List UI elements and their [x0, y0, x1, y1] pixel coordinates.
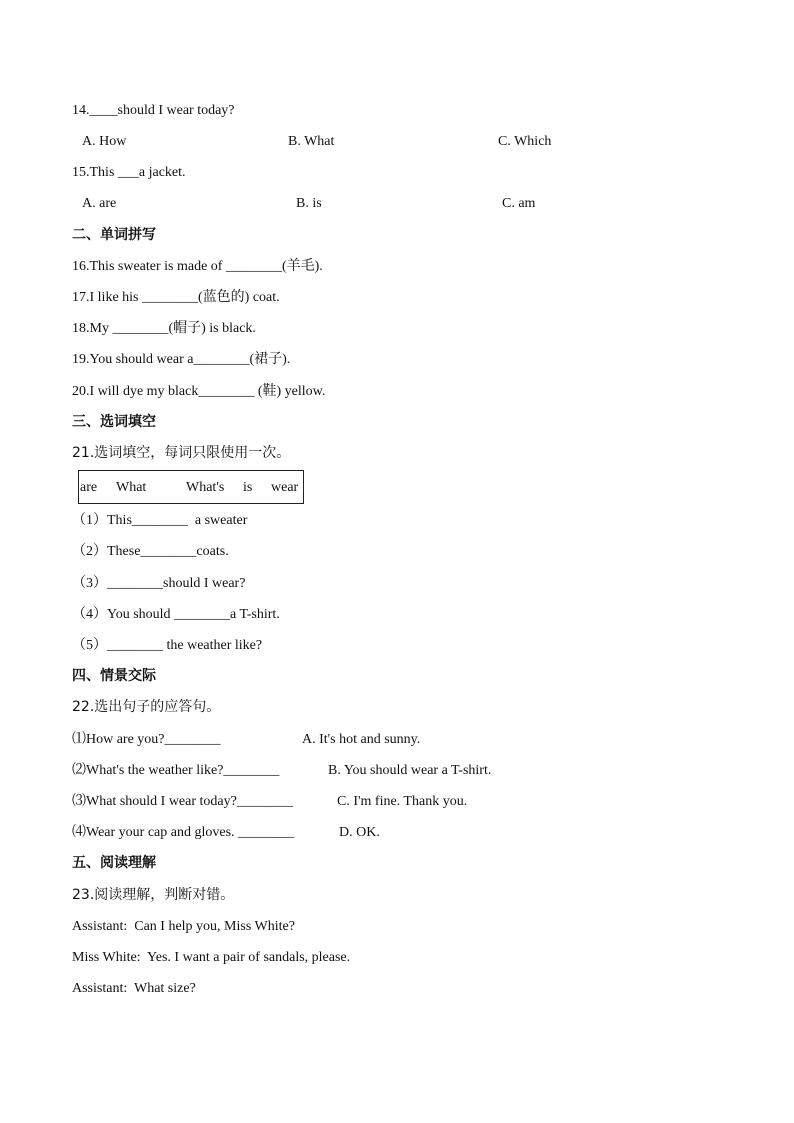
dialogue-match-answer: A. It's hot and sunny.	[302, 732, 421, 747]
dialogue-match-question: ⑷Wear your cap and gloves. ________	[72, 825, 295, 840]
word-box	[78, 470, 304, 504]
fill-item-5: （5）________ the weather like?	[72, 638, 263, 653]
section-3-heading: 三、选词填空	[72, 414, 156, 430]
word-box-word: is	[243, 480, 253, 495]
word-box-word: wear	[271, 480, 299, 495]
word-box-word: are	[80, 480, 98, 495]
fill-item-4: （4）You should ________a T-shirt.	[72, 607, 280, 622]
spelling-item-19: 19.You should wear a________(裙子).	[72, 352, 291, 367]
spelling-item-16: 16.This sweater is made of ________(羊毛).	[72, 259, 323, 274]
dialogue-match-question: ⑵What's the weather like?________	[72, 763, 280, 778]
reading-dialogue-line: Assistant: Can I help you, Miss White?	[72, 919, 295, 934]
section-5-heading: 五、阅读理解	[72, 855, 156, 871]
spelling-item-20: 20.I will dye my black________ (鞋) yellow.	[72, 384, 326, 399]
question-15-stem: 15.This ___a jacket.	[72, 165, 186, 180]
dialogue-match-answer: C. I'm fine. Thank you.	[337, 794, 468, 809]
question-14-option-b: B. What	[288, 134, 335, 149]
dialogue-match-question: ⑶What should I wear today?________	[72, 794, 293, 809]
question-14-stem: 14.____should I wear today?	[72, 103, 235, 118]
section-5-instruction: 23.阅读理解，判断对错。	[72, 887, 235, 903]
question-14-option-c: C. Which	[498, 134, 552, 149]
reading-dialogue-line: Miss White: Yes. I want a pair of sandals, please.	[72, 950, 351, 965]
fill-item-2: （2）These________coats.	[72, 544, 229, 559]
spelling-item-17: 17.I like his ________(蓝色的) coat.	[72, 290, 280, 305]
word-box-word: What	[116, 480, 147, 495]
dialogue-match-answer: B. You should wear a T-shirt.	[328, 763, 492, 778]
section-4-instruction: 22.选出句子的应答句。	[72, 699, 221, 715]
question-14-option-a: A. How	[82, 134, 127, 149]
section-2-heading: 二、单词拼写	[72, 227, 156, 243]
question-15-option-b: B. is	[296, 196, 322, 211]
word-box-word: What's	[186, 480, 225, 495]
question-15-option-a: A. are	[82, 196, 117, 211]
spelling-item-18: 18.My ________(帽子) is black.	[72, 321, 256, 336]
dialogue-match-question: ⑴How are you?________	[72, 732, 221, 747]
reading-dialogue-line: Assistant: What size?	[72, 981, 196, 996]
section-4-heading: 四、情景交际	[72, 668, 156, 684]
fill-item-1: （1）This________ a sweater	[72, 513, 248, 528]
section-3-instruction: 21.选词填空，每词只限使用一次。	[72, 445, 291, 461]
fill-item-3: （3）________should I wear?	[72, 576, 246, 591]
dialogue-match-answer: D. OK.	[339, 825, 380, 840]
question-15-option-c: C. am	[502, 196, 536, 211]
